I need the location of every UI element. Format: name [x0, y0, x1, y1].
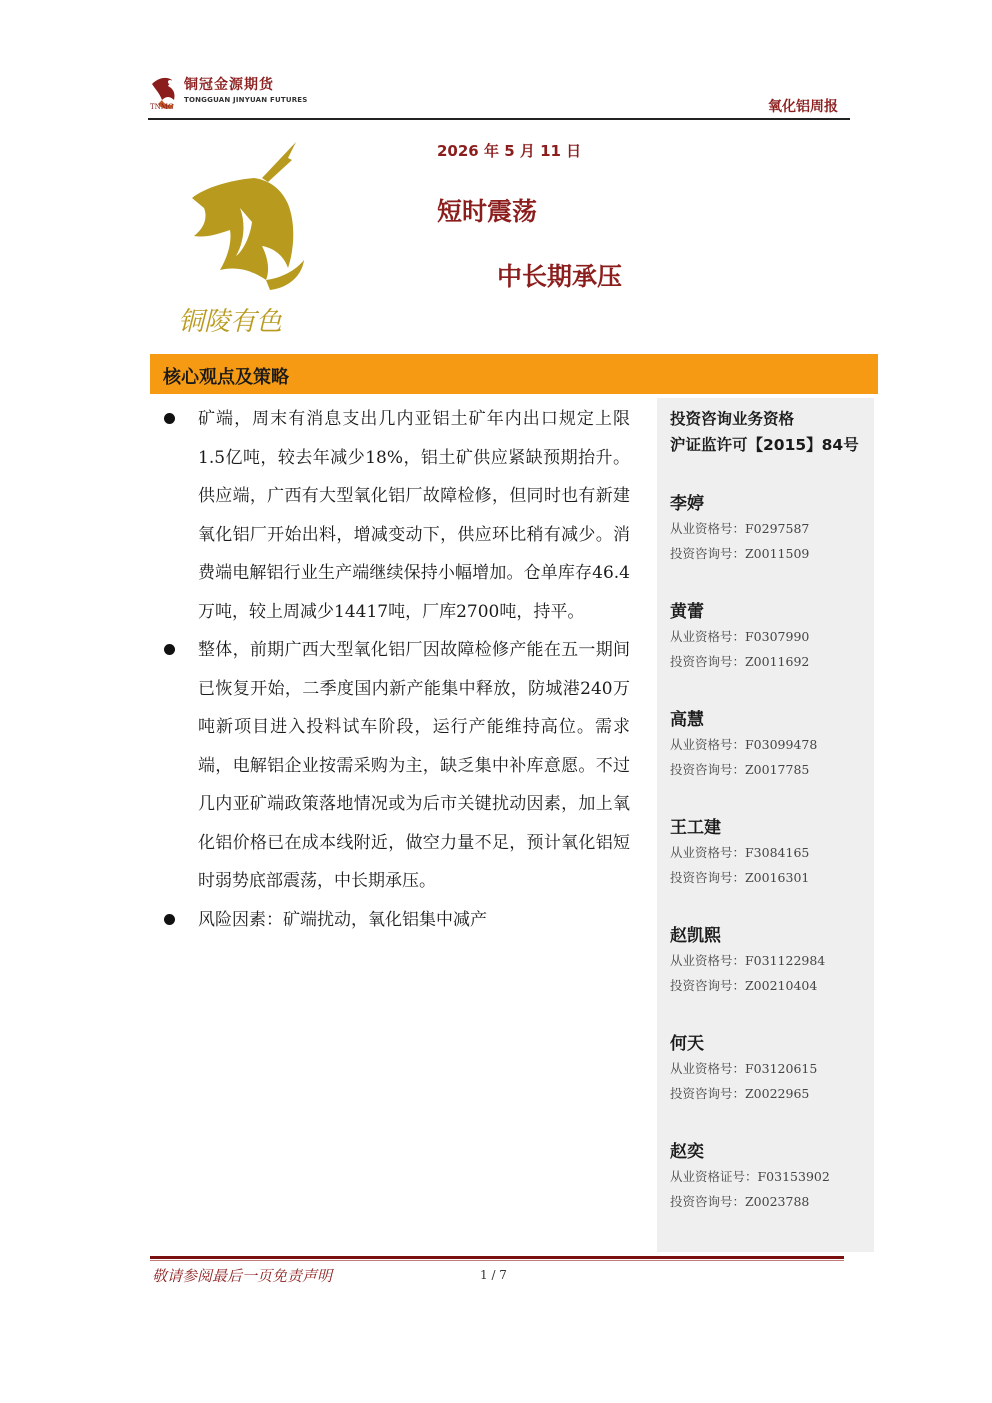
page-header: [148, 66, 850, 120]
analyst-name: 何天: [670, 1034, 704, 1054]
analyst-qualification: 从业资格号：F031122984: [670, 953, 826, 968]
analyst-name: 王工建: [670, 818, 721, 838]
section-banner: [150, 354, 878, 394]
bullet-item: [160, 400, 630, 631]
footer-disclaimer: 敬请参阅最后一页免责声明: [152, 1267, 333, 1285]
analyst-consult-id: 投资咨询号：Z00210404: [670, 978, 818, 993]
header-divider: [148, 118, 850, 120]
analyst-consult-id: 投资咨询号：Z0022965: [670, 1086, 810, 1101]
analyst-card: [670, 492, 864, 566]
bullet-text: 矿端，周末有消息支出几内亚铝土矿年内出口规定上限1.5亿吨，较去年减少18%，铝土矿供应紧缺预期抬升。供应端，广西有大型氧化铝厂故障检修，但同时也有新建氧化铝厂开始出料，增减变动下，供应环比稍有减少。消费端电解铝行业生产端继续保持小幅增加。仓单库存46.4万吨，较上周减少14417吨，厂库2700吨，持平。: [198, 409, 630, 622]
bullet-dot-icon: [164, 413, 175, 424]
analyst-name: 高慧: [670, 710, 704, 730]
analyst-consult-id: 投资咨询号：Z0011692: [670, 654, 810, 669]
analyst-name: 李婷: [670, 494, 704, 514]
report-title-line1: 短时震荡: [437, 197, 538, 226]
analyst-name: 赵奕: [670, 1142, 704, 1162]
bullet-item: [160, 631, 630, 901]
emblem-calligraphy: 铜陵有色: [178, 307, 283, 337]
bullet-item: [160, 901, 630, 940]
footer-divider-thin: [150, 1260, 844, 1261]
analyst-qualification: 从业资格号：F03120615: [670, 1061, 818, 1076]
company-abbr: TNMG: [150, 103, 174, 111]
analyst-card: [670, 708, 864, 782]
analyst-card: [670, 816, 864, 890]
company-name-en: TONGGUAN JINYUAN FUTURES: [184, 96, 308, 104]
report-title-line2: 中长期承压: [497, 262, 623, 291]
license-line2: 沪证监许可【2015】84号: [670, 436, 859, 454]
analyst-consult-id: 投资咨询号：Z0016301: [670, 870, 810, 885]
analyst-qualification: 从业资格证号：F03153902: [670, 1169, 830, 1184]
analyst-qualification: 从业资格号：F0297587: [670, 521, 810, 536]
analyst-consult-id: 投资咨询号：Z0017785: [670, 762, 810, 777]
tongling-nonferrous-emblem-icon: [170, 138, 320, 338]
bullet-dot-icon: [164, 914, 175, 925]
bullet-text: 风险因素：矿端扰动，氧化铝集中减产: [198, 909, 487, 930]
analyst-qualification: 从业资格号：F3084165: [670, 845, 810, 860]
page-number: 1 / 7: [480, 1268, 507, 1282]
company-name-cn: 铜冠金源期货: [184, 77, 274, 93]
analyst-consult-id: 投资咨询号：Z0023788: [670, 1194, 810, 1209]
report-type: 氧化铝周报: [768, 99, 838, 115]
analyst-card: [670, 924, 864, 998]
analyst-sidebar: [657, 398, 874, 1252]
bullet-text: 整体，前期广西大型氧化铝厂因故障检修产能在五一期间已恢复开始，二季度国内新产能集中释放，防城港240万吨新项目进入投料试车阶段，运行产能维持高位。需求端，电解铝企业按需采购为主，缺乏集中补库意愿。不过几内亚矿端政策落地情况或为后市关键扰动因素，加上氧化铝价格已在成本线附近，做空力量不足，预计氧化铝短时弱势底部震荡，中长期承压。: [198, 640, 630, 891]
section-title: 核心观点及策略: [163, 367, 289, 388]
analyst-card: [670, 1140, 864, 1214]
analyst-name: 赵凯熙: [670, 926, 721, 946]
analyst-consult-id: 投资咨询号：Z0011509: [670, 546, 810, 561]
analyst-qualification: 从业资格号：F0307990: [670, 629, 810, 644]
footer-divider: [150, 1256, 844, 1259]
bullet-dot-icon: [164, 644, 175, 655]
analyst-qualification: 从业资格号：F03099478: [670, 737, 818, 752]
analyst-card: [670, 1032, 864, 1106]
analyst-card: [670, 600, 864, 674]
bullet-list: [160, 400, 630, 939]
license-line1: 投资咨询业务资格: [670, 410, 795, 428]
analyst-name: 黄蕾: [670, 602, 704, 622]
report-date: 2026 年 5 月 11 日: [437, 142, 582, 160]
